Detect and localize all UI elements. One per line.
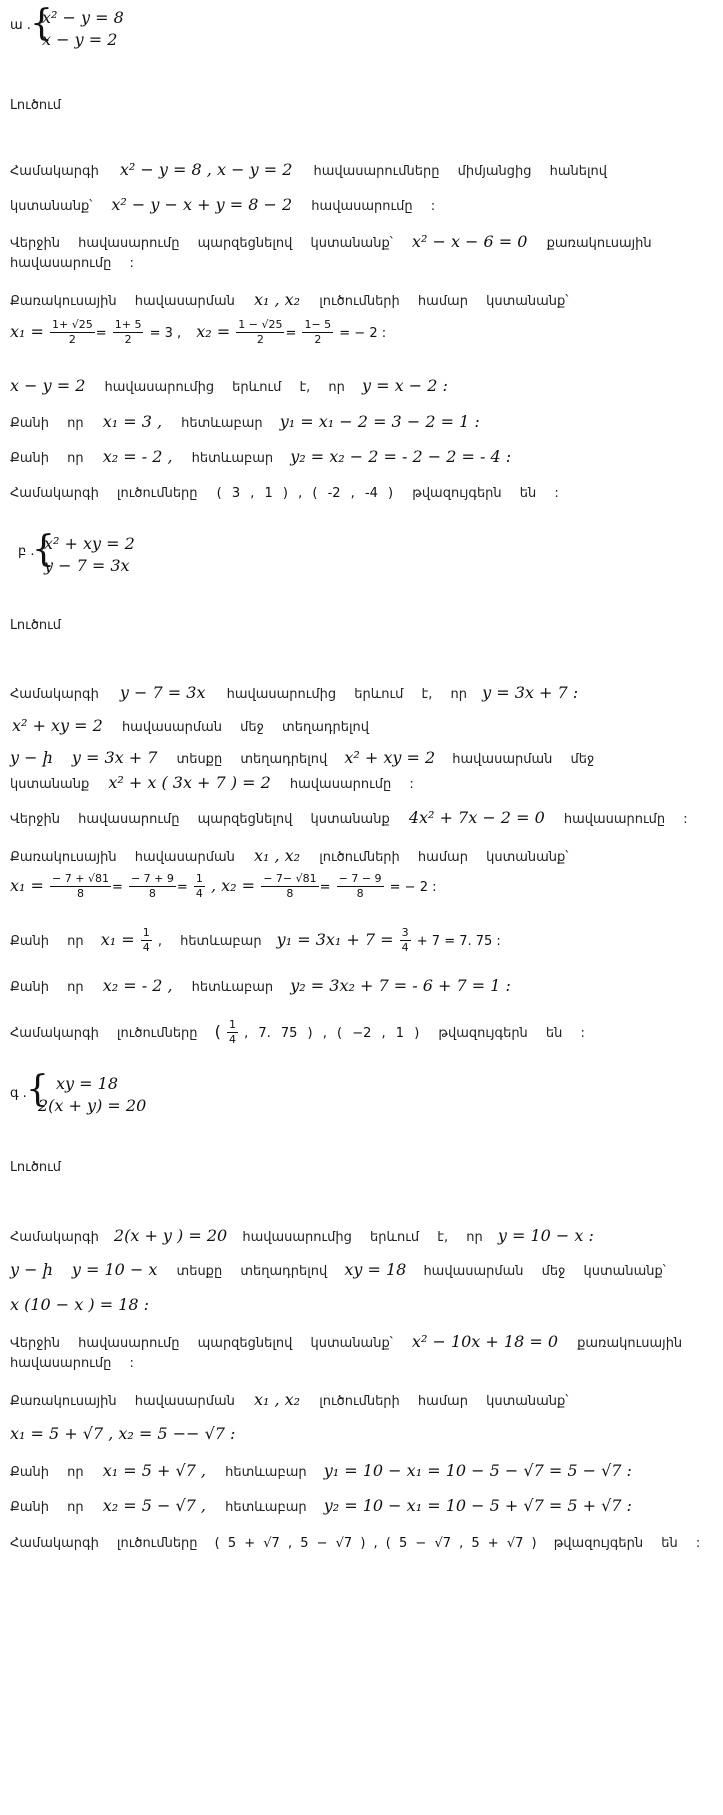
fraction-numerator: − 7 − 9 [338,872,382,885]
text-segment: , x₂ = [210,876,256,895]
text-segment: + 7 = 7. 75 : [416,934,501,949]
system-c-eq2: 2(x + y) = 20 [38,1096,147,1115]
solution-heading-a: Լուծում [10,98,62,113]
text-segment: x² − x − 6 = 0 [411,232,528,251]
text-segment: x₂ = - 2 , [102,976,173,995]
fraction-denominator: 4 [401,941,409,954]
text-segment: հավասարման մեջ [452,752,595,767]
text-segment: x² − 10x + 18 = 0 [411,1332,559,1351]
solution-heading-b: Լուծում [10,618,62,633]
fraction-numerator: 1− 5 [304,318,332,331]
fraction-numerator: 1 [142,926,150,939]
fraction-denominator: 8 [286,887,294,900]
text-segment: Համակարգի լուծումները [10,1536,198,1551]
text-segment: = [285,326,297,341]
b-roots [10,872,436,901]
text-segment: թվազույգերն են : [438,1026,585,1041]
text-segment: x − y = 2 [10,376,86,395]
fraction-numerator: 3 [401,926,409,939]
text-segment: հետևաբար [191,980,274,995]
fraction-denominator: 2 [124,333,132,346]
text-segment: x₁ = 3 , [102,412,163,431]
text-segment: x₁ , x₂ [253,846,301,865]
text-segment: = − 2 : [339,326,387,341]
c-line-1 [10,1226,594,1245]
fraction-numerator: − 7− √81 [263,872,317,885]
system-a [0,4,200,48]
fraction [236,318,284,347]
text-segment: = [319,880,331,895]
fraction-denominator: 2 [256,333,264,346]
b-line-4 [10,808,688,827]
text-segment: հավասարումից երևում է, որ [226,687,467,702]
text-segment: հավասարումից երևում է, որ [242,1230,483,1245]
c-line-3 [10,1332,682,1351]
fraction-denominator: 4 [195,887,203,900]
a-line-1 [10,160,607,179]
fraction [141,926,152,955]
text-segment: Քանի որ [10,416,84,431]
text-segment: Քանի որ [10,451,84,466]
text-segment: x₁ , x₂ [253,290,301,309]
text-segment: քառակուսային [546,236,652,251]
text-segment: Համակարգի լուծումները [10,486,198,501]
text-segment: = − 2 : [389,880,437,895]
fraction-denominator: 8 [356,887,364,900]
text-segment: Քառակուսային հավասարման [10,1394,235,1409]
fraction [129,872,176,901]
b-line-3b [10,773,414,792]
text-segment: x₁ , x₂ [253,1390,301,1409]
text-segment: քառակուսային [577,1336,683,1351]
text-segment: թվազույգերն են : [412,486,559,501]
text-segment: հավասարման մեջ կստանանք՝ [423,1264,666,1279]
fraction-numerator: 1+ 5 [114,318,142,331]
text-segment: y − ի [10,1260,53,1279]
brace-icon: { [26,1069,49,1110]
a-line-7 [10,447,511,466]
b-line-1 [10,683,578,702]
text-segment: y₁ = x₁ − 2 = 3 − 2 = 1 : [279,412,480,431]
text-segment: Համակարգի լուծումները [10,1026,198,1041]
text-segment: Համակարգի [10,1230,99,1245]
text-segment: տեսքը տեղադրելով [176,1264,328,1279]
text-segment: y − ի [10,748,53,767]
text-segment: x² − y − x + y = 8 − 2 [111,195,293,214]
fraction [261,872,318,901]
fraction-denominator: 4 [142,941,150,954]
text-segment: Քանի որ [10,1465,84,1480]
a-line-6 [10,412,480,431]
text-segment: x₁ = [100,930,135,949]
text-segment: = [111,880,123,895]
text-segment: Համակարգի [10,164,99,179]
text-segment: = [95,326,107,341]
b-line-7 [10,976,511,995]
b-line-3 [10,748,594,767]
c-line-2b: x (10 − x ) = 18 : [10,1295,150,1314]
text-segment: ( 5 + √7 , 5 − √7 ) , ( 5 − √7 , 5 + √7 ) [214,1536,537,1551]
text-segment: Քառակուսային հավասարման [10,294,235,309]
c-line-4 [10,1390,568,1409]
text-segment: x₂ = 5 − √7 , [102,1496,207,1515]
a-roots [10,318,386,347]
text-segment: Վերջին հավասարումը պարզեցնելով կստանանք [10,812,390,827]
text-segment: հավասարումից երևում է, որ [104,380,345,395]
text-segment: y₂ = 3x₂ + 7 = - 6 + 7 = 1 : [290,976,511,995]
fraction-numerator: 1+ √25 [52,318,93,331]
a-line-3b: հավասարումը : [10,256,134,271]
text-segment: Համակարգի [10,687,99,702]
fraction [50,318,95,347]
solution-heading-c: Լուծում [10,1160,62,1175]
text-segment: x² + xy = 2 [12,716,103,735]
c-line-7 [10,1532,700,1551]
fraction-denominator: 2 [68,333,76,346]
text-segment: x₁ = [10,322,44,341]
text-segment: = [176,880,188,895]
text-segment: հավասարումը : [289,777,414,792]
text-segment: y₂ = 10 − x₁ = 10 − 5 + √7 = 5 + √7 : [323,1496,632,1515]
fraction [400,926,411,955]
text-segment: հետևաբար [225,1465,307,1480]
text-segment: հետևաբար [225,1500,307,1515]
text-segment: x² + x ( 3x + 7 ) = 2 [108,773,271,792]
text-segment: y₁ = 10 − x₁ = 10 − 5 − √7 = 5 − √7 : [323,1461,632,1480]
fraction [302,318,333,347]
c-line-6 [10,1496,632,1515]
a-line-4 [10,290,568,309]
fraction-denominator: 4 [228,1033,236,1046]
fraction-numerator: 1 − √25 [238,318,283,331]
system-b-label: բ . [18,544,35,559]
text-segment: x₂ = - 2 , [102,447,173,466]
text-segment: y = 3x + 7 [71,748,158,767]
b-line-6 [10,926,501,955]
text-segment: Քանի որ [10,980,84,995]
text-segment: հավասարումը : [311,199,436,214]
text-segment: հավասարման մեջ տեղադրելով [121,720,369,735]
text-segment: x₁ = [10,876,44,895]
text-segment: ( [214,1022,221,1041]
fraction [227,1018,238,1047]
fraction [113,318,144,347]
text-segment: x² − y = 8 , x − y = 2 [119,160,293,179]
text-segment: լուծումների համար կստանանք՝ [319,294,569,309]
text-segment: 2(x + y ) = 20 [113,1226,228,1245]
text-segment: Քանի որ [10,934,84,949]
text-segment: կստանանք՝ [10,199,93,214]
text-segment: , հետևաբար [157,934,262,949]
text-segment: հետևաբար [181,416,263,431]
text-segment: y = 10 − x [71,1260,158,1279]
system-c-eq1: xy = 18 [56,1074,118,1093]
text-segment: Վերջին հավասարումը պարզեցնելով կստանանք՝ [10,1336,393,1351]
text-segment: y = 3x + 7 : [482,683,579,702]
text-segment: 4x² + 7x − 2 = 0 [408,808,545,827]
text-segment: Քանի որ [10,1500,84,1515]
c-line-3b: հավասարումը : [10,1356,134,1371]
fraction-numerator: 1 [228,1018,236,1031]
system-c [0,1070,220,1114]
fraction-numerator: − 7 + 9 [130,872,174,885]
fraction-denominator: 2 [314,333,322,346]
brace-icon: { [32,529,55,570]
system-a-eq1: x² − y = 8 [42,8,124,27]
text-segment: y − 7 = 3x [119,683,206,702]
text-segment: լուծումների համար կստանանք՝ [319,850,569,865]
text-segment: կստանանք [10,777,90,792]
system-a-label: ա . [10,18,31,33]
text-segment: , 7. 75 ) , ( −2 , 1 ) [244,1026,420,1041]
a-line-3 [10,232,652,251]
text-segment: = 3 , [149,326,182,341]
fraction [50,872,111,901]
text-segment: x₁ = 5 + √7 , [102,1461,207,1480]
b-line-2 [12,716,369,735]
text-segment: y₂ = x₂ − 2 = - 2 − 2 = - 4 : [290,447,512,466]
c-roots: x₁ = 5 + √7 , x₂ = 5 −− √7 : [10,1424,236,1443]
text-segment: x₂ = [196,322,231,341]
text-segment: ( 3 , 1 ) , ( -2 , -4 ) [216,486,394,501]
fraction-denominator: 8 [77,887,84,900]
text-segment: թվազույգերն են : [553,1536,701,1551]
text-segment: Քառակուսային հավասարման [10,850,235,865]
text-segment: xy = 18 [344,1260,407,1279]
a-line-8 [10,482,559,501]
system-c-label: գ . [10,1086,27,1101]
system-b-eq2: y − 7 = 3x [44,556,130,575]
fraction-numerator: − 7 + √81 [52,872,109,885]
text-segment: y = x − 2 : [362,376,448,395]
a-line-5 [10,376,448,395]
fraction [194,872,205,901]
text-segment: տեսքը տեղադրելով [176,752,328,767]
text-segment: հավասարումները միմյանցից հանելով [313,164,608,179]
text-segment: հետևաբար [191,451,274,466]
system-b [0,530,220,574]
system-a-eq2: x − y = 2 [42,30,118,49]
fraction-denominator: 8 [148,887,156,900]
text-segment: x² + xy = 2 [344,748,436,767]
b-line-8 [10,1018,585,1047]
text-segment: լուծումների համար կստանանք՝ [319,1394,569,1409]
text-segment: հավասարումը : [563,812,688,827]
text-segment: Վերջին հավասարումը պարզեցնելով կստանանք՝ [10,236,393,251]
c-line-2 [10,1260,666,1279]
system-b-eq1: x² + xy = 2 [44,534,135,553]
text-segment: y = 10 − x : [497,1226,594,1245]
text-segment: y₁ = 3x₁ + 7 = [276,930,394,949]
a-line-2 [10,195,435,214]
brace-icon: { [30,3,53,44]
b-line-5 [10,846,568,865]
c-line-5 [10,1461,632,1480]
fraction-numerator: 1 [195,872,203,885]
fraction [337,872,384,901]
